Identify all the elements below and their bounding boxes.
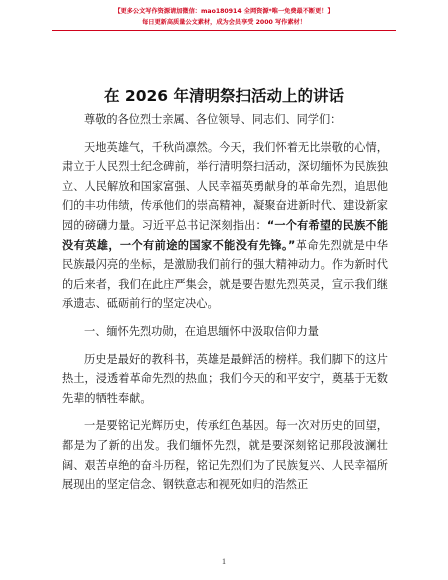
paragraph-point-1: 一是要铭记光辉历史，传承红色基因。每一次对历史的回望，都是为了新的出发。我们缅怀先烈，就是要深刻铭记那段波澜壮阔、艰苦卓绝的奋斗历程，铭记先烈们为了民族复兴、人民幸福所展现出的坚定信念、钢铁意志和视死如归的浩然正 [62, 419, 388, 492]
intro-text-a: 天地英雄气，千秋尚凛然。今天，我们怀着无比崇敬的心情，肃立于人民烈士纪念碑前，举行清明祭扫活动，深切缅怀为民族独立、人民解放和国家富强、人民幸福英勇献身的革命先烈，追思他们的丰功伟绩，传承他们的崇高精神，凝聚奋进新时代、建设新家园的磅礴力量。习近平总书记深刻指出： [62, 140, 388, 232]
promo-header [0, 6, 448, 28]
promo-line-1: 【更多公文写作资源请加微信：mao180914 全网资源*唯一免费最不断更！】 [114, 8, 334, 15]
document-body [62, 110, 388, 495]
page-number: 1 [222, 557, 226, 566]
header-divider [52, 30, 396, 31]
section-heading-1: 一、缅怀先烈功勋，在追思缅怀中汲取信仰力量 [84, 324, 319, 338]
intro-quote: “一个有希望的民族不能没有英雄，一个有前途的国家不能没有先锋。” [62, 218, 388, 252]
promo-line-2: 每日更新高质量公文素材，成为会员享受 2000 写作素材！ [142, 19, 306, 26]
paragraph-history: 历史是最好的教科书，英雄是最鲜活的榜样。我们脚下的这片热土，浸透着革命先烈的热血；我们今天的和平安宁，奠基于无数先辈的牺牲奉献。 [62, 352, 388, 405]
intro-text-b: 革命先烈就是中华民族最闪亮的坐标，是激励我们前行的强大精神动力。作为新时代的后来者，我们在此庄严集会，就是要告慰先烈英灵，宣示我们继承遗志、砥砺前行的坚定决心。 [62, 238, 388, 311]
document-title: 在 2026 年清明祭扫活动上的讲话 [104, 87, 344, 105]
paragraph-intro [62, 138, 388, 314]
salutation: 尊敬的各位烈士亲属、各位领导、同志们、同学们： [84, 113, 342, 126]
